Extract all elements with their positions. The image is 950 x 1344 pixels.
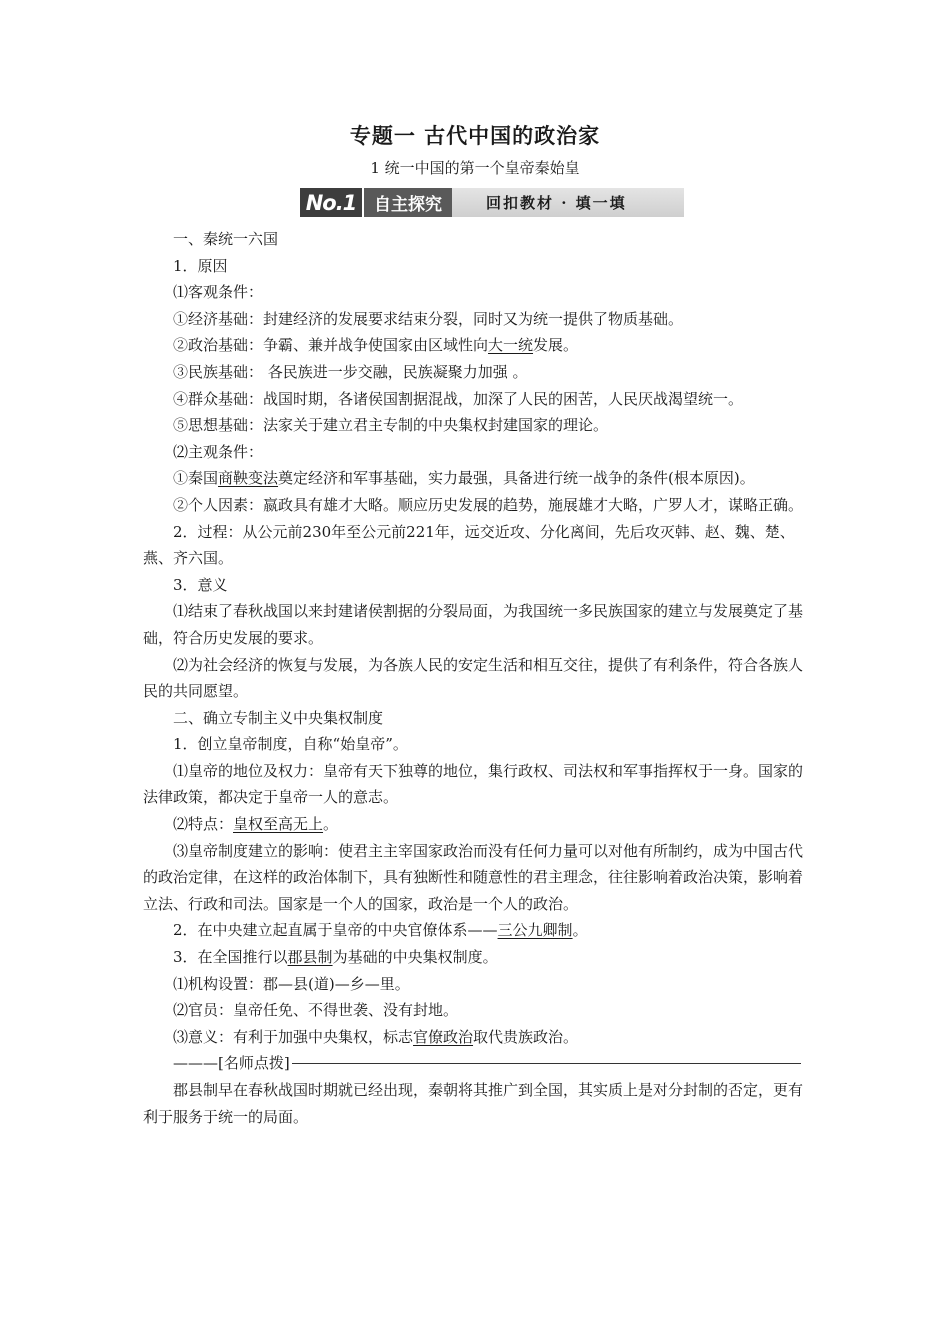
county-structure: ⑴机构设置：郡—县(道)—乡—里。 [173,974,410,993]
section-heading-2: 二、确立专制主义中央集权制度 [173,708,384,727]
document-body [143,226,811,1130]
process: 2．过程：从公元前230年至公元前221年，远交近攻、分化离间，先后攻灭韩、赵、魏、楚、燕、齐六国。 [143,522,795,568]
significance-answer: 官僚政治 [413,1027,474,1046]
page-title: 专题一 古代中国的政治家 [349,124,601,148]
county-significance [143,1024,811,1051]
county-system [143,944,811,971]
county-officials: ⑵官员：皇帝任免、不得世袭、没有封地。 [173,1001,459,1020]
economic-basis: ①经济基础：封建经济的发展要求结束分裂，同时又为统一提供了物质基础。 [173,309,684,328]
central-text-end: 。 [572,921,588,940]
ethnic-basis: ③民族基础： 各民族进一步交融，民族凝聚力加强 。 [173,362,528,381]
teacher-tip-rule [143,1050,811,1077]
meaning-1: ⑴结束了春秋战国以来封建诸侯割据的分裂局面，为我国统一多民族国家的建立与发展奠定了基础，符合历史发展的要求。 [143,602,804,647]
county-text: 3．在全国推行以 [173,948,288,967]
county-text-end: 为基础的中央集权制度。 [332,948,498,967]
significance-text-end: 取代贵族政治。 [473,1027,579,1046]
central-system [143,917,811,944]
personal-factor: ②个人因素：嬴政具有雄才大略。顺应历史发展的趋势，施展雄才大略，广罗人才，谋略正确。 [173,495,804,514]
feature-answer: 皇权至高无上 [233,815,324,834]
emperor-influence: ⑶皇帝制度建立的影响：使君主主宰国家政治而没有任何力量可以对他有所制约，成为中国古代的政治定律，在这样的政治体制下，具有独断性和随意性的君主理念，往往影响着政治决策，影响着立法、行政和司法。国家是一个人的国家，政治是一个人的政治。 [143,841,804,913]
feature-text: ⑵特点： [173,815,234,834]
banner-tag: 自主探究 [362,188,452,217]
emperor-feature [143,811,811,838]
emperor-status: ⑴皇帝的地位及权力：皇帝有天下独尊的地位，集行政权、司法权和军事指挥权于一身。国家的法律政策，都决定于皇帝一人的意志。 [143,761,804,807]
thought-basis: ⑤思想基础：法家关于建立君主专制的中央集权封建国家的理论。 [173,416,609,435]
feature-text-end: 。 [323,815,339,834]
political-basis [143,332,811,359]
teacher-tip-text: 郡县制早在春秋战国时期就已经出现，秦朝将其推广到全国，其实质上是对分封制的否定，更有利于服务于统一的局面。 [143,1081,804,1126]
central-text: 2．在中央建立起直属于皇帝的中央官僚体系—— [173,921,498,940]
qin-answer: 商鞅变法 [218,469,279,488]
reasons-label: 1．原因 [173,256,228,275]
qin-text-end: 奠定经济和军事基础，实力最强，具备进行统一战争的条件(根本原因)。 [278,469,755,488]
political-text-end: 发展。 [533,336,579,355]
significance-text: ⑶意义：有利于加强中央集权，标志 [173,1027,414,1046]
emperor-system: 1．创立皇帝制度，自称“始皇帝”。 [173,735,408,754]
banner-slogan: 回扣教材 · 填一填 [452,188,684,217]
central-answer: 三公九卿制 [497,921,573,940]
masses-basis: ④群众基础：战国时期，各诸侯国割据混战，加深了人民的困苦，人民厌战渴望统一。 [173,389,744,408]
qin-text: ①秦国 [173,469,219,488]
objective-label: ⑴客观条件： [173,283,264,302]
section-heading-1: 一、秦统一六国 [173,230,279,248]
teacher-tip-label: ———[名师点拨] [173,1054,290,1073]
political-answer: 大一统 [488,336,534,355]
section-banner [300,188,684,217]
political-text: ②政治基础：争霸、兼并战争使国家由区域性向 [173,336,489,355]
subjective-label: ⑵主观条件： [173,442,264,461]
tip-divider [292,1063,801,1064]
banner-badge: No.1 [300,188,362,217]
qin-reform [143,465,811,492]
meaning-label: 3．意义 [173,575,228,594]
county-answer: 郡县制 [287,948,333,967]
lesson-subtitle: 1 统一中国的第一个皇帝秦始皇 [370,159,580,177]
meaning-2: ⑵为社会经济的恢复与发展，为各族人民的安定生活和相互交往，提供了有利条件，符合各族人民的共同愿望。 [143,655,804,701]
